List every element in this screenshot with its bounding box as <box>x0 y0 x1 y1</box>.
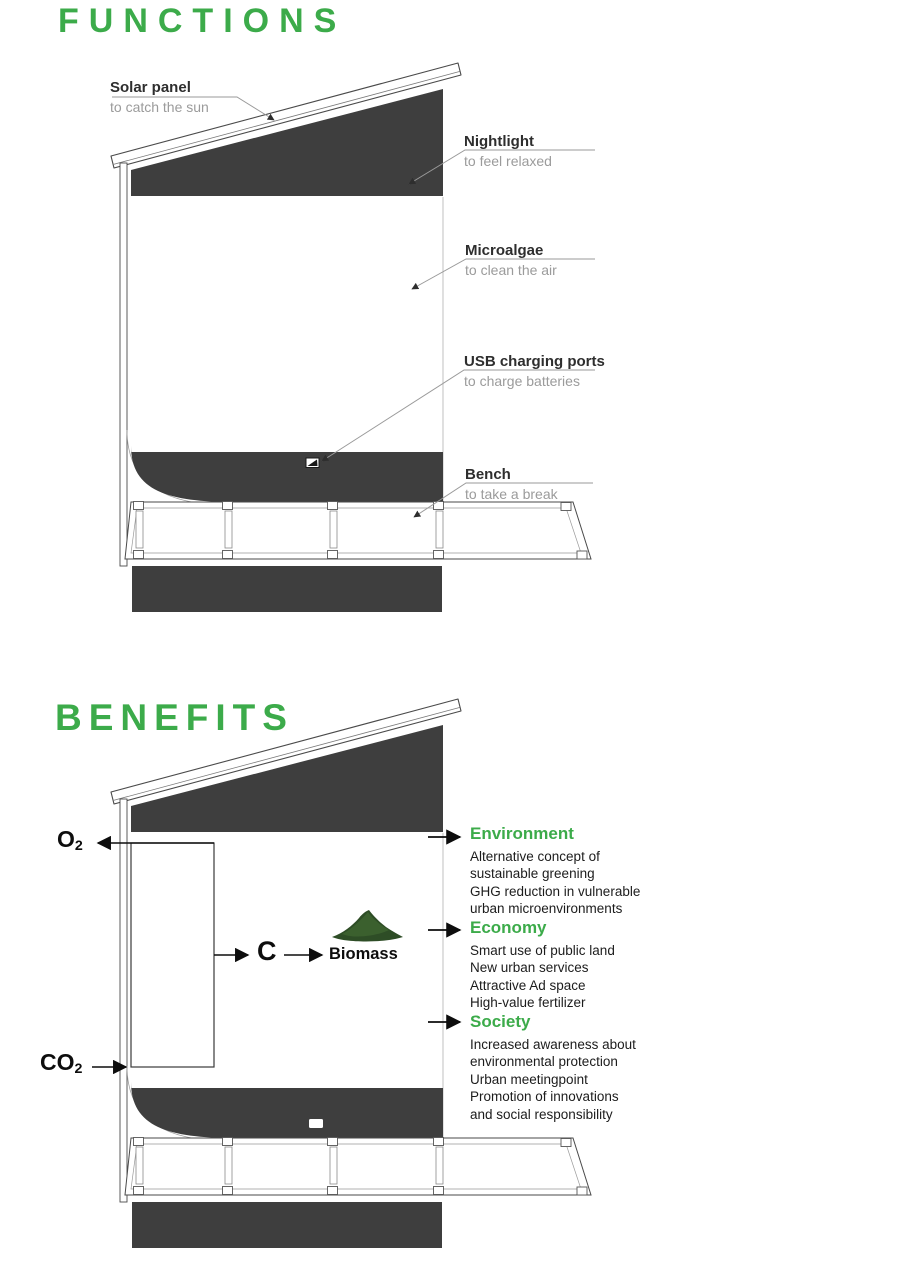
benefit-line: Alternative concept of <box>470 849 600 864</box>
benefit-line: Attractive Ad space <box>470 977 586 993</box>
benefit-heading-arrows <box>428 837 460 1022</box>
o2-symbol: O <box>57 826 75 852</box>
callout-subtitle: to feel relaxed <box>464 153 552 169</box>
o2-label <box>57 826 83 854</box>
co2-subscript: 2 <box>74 1061 83 1078</box>
benefits-title: BENEFITS <box>55 697 294 738</box>
callout-title: Solar panel <box>110 79 191 96</box>
callout-bench <box>465 467 558 502</box>
usb-port-benefits-icon <box>309 1119 323 1128</box>
benefit-economy <box>470 918 615 1012</box>
callout-title: Nightlight <box>464 133 534 150</box>
usb-port-icon <box>306 458 319 468</box>
benefit-environment <box>470 824 640 918</box>
co2-label <box>40 1049 82 1077</box>
benefits-flow-diagram <box>92 843 403 1128</box>
callout-title: USB charging ports <box>464 353 605 370</box>
functions-title: FUNCTIONS <box>58 2 347 40</box>
co2-symbol: CO <box>40 1049 75 1075</box>
benefit-line: High-value fertilizer <box>470 995 586 1011</box>
benefit-line: Promotion of innovations <box>470 1089 619 1105</box>
callout-solar-panel <box>110 80 209 115</box>
callout-microalgae <box>465 243 557 278</box>
benefit-line: Urban meetingpoint <box>470 1071 588 1087</box>
callout-subtitle: to clean the air <box>465 262 557 278</box>
benefit-line: Smart use of public land <box>470 943 615 958</box>
photobioreactor-outline <box>131 843 214 1067</box>
callout-title: Bench <box>465 466 511 483</box>
benefit-line: urban microenvironments <box>470 901 623 917</box>
callout-title: Microalgae <box>465 242 544 259</box>
callout-subtitle: to take a break <box>465 486 558 502</box>
biomass-label: Biomass <box>329 945 398 963</box>
benefit-line: and social responsibility <box>470 1106 613 1122</box>
benefit-line: sustainable greening <box>470 866 595 882</box>
callout-subtitle: to charge batteries <box>464 373 580 389</box>
benefit-heading: Society <box>470 1012 531 1031</box>
benefit-line: environmental protection <box>470 1054 618 1070</box>
benefit-society <box>470 1012 636 1123</box>
callout-subtitle: to catch the sun <box>110 99 209 115</box>
benefit-heading: Economy <box>470 918 547 937</box>
benefit-line: GHG reduction in vulnerable <box>470 883 641 899</box>
carbon-label: C <box>257 936 277 966</box>
benefit-line: Increased awareness about <box>470 1037 636 1052</box>
o2-subscript: 2 <box>74 838 83 855</box>
benefit-line: New urban services <box>470 960 589 976</box>
callout-usb-charging-ports <box>464 354 605 389</box>
callout-nightlight <box>464 134 552 169</box>
benefit-heading: Environment <box>470 824 574 843</box>
algae-pile-image <box>332 910 403 942</box>
